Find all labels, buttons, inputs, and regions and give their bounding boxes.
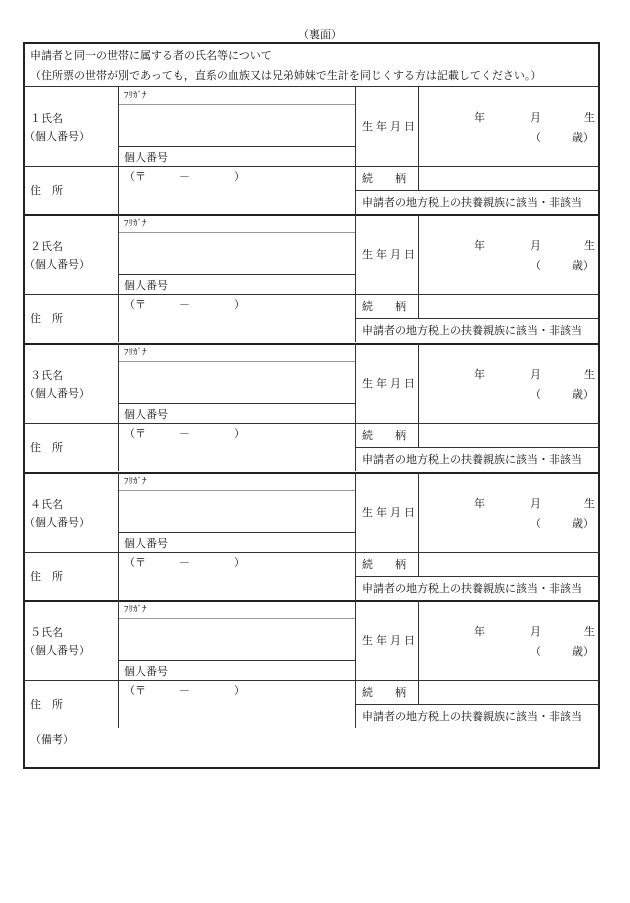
relation-value-divider — [418, 294, 419, 318]
postal-code-label: （〒 － ） — [124, 684, 245, 697]
born-label: 生 — [584, 625, 595, 638]
relation-value-divider — [418, 423, 419, 447]
name-label: ３氏名 — [30, 369, 63, 382]
relation-divider — [355, 576, 599, 577]
name-label: ２氏名 — [30, 240, 63, 253]
born-label: 生 — [584, 497, 595, 510]
dependent-status: 申請者の地方税上の扶養親族に該当・非該当 — [362, 582, 582, 595]
month-label: 月 — [530, 625, 541, 638]
name-sub-label: （個人番号） — [24, 258, 90, 271]
furigana-label: ﾌﾘｶﾞﾅ — [124, 219, 147, 229]
individual-number-label: 個人番号 — [124, 151, 168, 164]
age-open-paren: （ — [530, 131, 541, 144]
month-label: 月 — [530, 239, 541, 252]
block-divider — [24, 343, 599, 345]
birth-label-divider — [355, 214, 356, 342]
furigana-label: ﾌﾘｶﾞﾅ — [124, 348, 147, 358]
birth-value-divider — [418, 343, 419, 423]
age-label: 歳） — [572, 388, 594, 401]
year-label: 年 — [474, 111, 485, 124]
individual-number-label: 個人番号 — [124, 537, 168, 550]
block-divider — [24, 214, 599, 216]
number-divider — [118, 274, 355, 275]
relation-label: 続 柄 — [362, 172, 406, 185]
year-label: 年 — [474, 625, 485, 638]
name-sub-label: （個人番号） — [24, 387, 90, 400]
address-label: 住 所 — [30, 698, 63, 711]
born-label: 生 — [584, 111, 595, 124]
header-line-2: （住所票の世帯が別であっても，直系の血族又は兄弟姉妹で生計を同じくする方は記載してください。） — [30, 69, 542, 82]
age-open-paren: （ — [530, 517, 541, 530]
birth-date-label: 生年月日 — [362, 377, 418, 390]
furigana-divider — [118, 361, 355, 362]
dependent-status: 申請者の地方税上の扶養親族に該当・非該当 — [362, 196, 582, 209]
number-divider — [118, 146, 355, 147]
birth-value-divider — [418, 472, 419, 552]
furigana-divider — [118, 104, 355, 105]
age-open-paren: （ — [530, 259, 541, 272]
header-divider — [24, 86, 599, 87]
birth-date-label: 生年月日 — [362, 506, 418, 519]
postal-code-label: （〒 － ） — [124, 556, 245, 569]
relation-label: 続 柄 — [362, 300, 406, 313]
dependent-status: 申請者の地方税上の扶養親族に該当・非該当 — [362, 710, 582, 723]
age-open-paren: （ — [530, 645, 541, 658]
age-label: 歳） — [572, 259, 594, 272]
relation-divider — [355, 704, 599, 705]
individual-number-label: 個人番号 — [124, 279, 168, 292]
furigana-divider — [118, 490, 355, 491]
birth-label-divider — [355, 86, 356, 214]
furigana-label: ﾌﾘｶﾞﾅ — [124, 605, 147, 615]
relation-value-divider — [418, 166, 419, 190]
birth-label-divider — [355, 472, 356, 600]
number-divider — [118, 403, 355, 404]
address-label: 住 所 — [30, 184, 63, 197]
furigana-label: ﾌﾘｶﾞﾅ — [124, 477, 147, 487]
month-label: 月 — [530, 111, 541, 124]
birth-date-label: 生年月日 — [362, 248, 418, 261]
name-address-divider — [24, 680, 599, 681]
year-label: 年 — [474, 497, 485, 510]
year-label: 年 — [474, 239, 485, 252]
block-divider — [24, 472, 599, 474]
name-address-divider — [24, 552, 599, 553]
name-sub-label: （個人番号） — [24, 644, 90, 657]
furigana-divider — [118, 232, 355, 233]
relation-label: 続 柄 — [362, 558, 406, 571]
age-label: 歳） — [572, 517, 594, 530]
postal-code-label: （〒 － ） — [124, 298, 245, 311]
name-address-divider — [24, 294, 599, 295]
address-label: 住 所 — [30, 312, 63, 325]
number-divider — [118, 532, 355, 533]
name-sub-label: （個人番号） — [24, 516, 90, 529]
birth-date-label: 生年月日 — [362, 634, 418, 647]
relation-divider — [355, 190, 599, 191]
number-divider — [118, 660, 355, 661]
furigana-label: ﾌﾘｶﾞﾅ — [124, 91, 147, 101]
individual-number-label: 個人番号 — [124, 408, 168, 421]
relation-label: 続 柄 — [362, 429, 406, 442]
label-column-divider — [118, 600, 119, 728]
relation-divider — [355, 447, 599, 448]
address-label: 住 所 — [30, 570, 63, 583]
relation-label: 続 柄 — [362, 686, 406, 699]
birth-value-divider — [418, 86, 419, 166]
label-column-divider — [118, 472, 119, 600]
born-label: 生 — [584, 239, 595, 252]
relation-value-divider — [418, 680, 419, 704]
birth-value-divider — [418, 214, 419, 294]
name-label: ５氏名 — [30, 626, 63, 639]
birth-label-divider — [355, 600, 356, 728]
name-label: １氏名 — [30, 112, 63, 125]
relation-value-divider — [418, 552, 419, 576]
postal-code-label: （〒 － ） — [124, 427, 245, 440]
born-label: 生 — [584, 368, 595, 381]
postal-code-label: （〒 － ） — [124, 170, 245, 183]
age-label: 歳） — [572, 131, 594, 144]
page-label: （裏面） — [298, 28, 342, 41]
label-column-divider — [118, 343, 119, 471]
name-address-divider — [24, 423, 599, 424]
year-label: 年 — [474, 368, 485, 381]
header-line-1: 申請者と同一の世帯に属する者の氏名等について — [30, 49, 272, 62]
birth-value-divider — [418, 600, 419, 680]
month-label: 月 — [530, 368, 541, 381]
age-label: 歳） — [572, 645, 594, 658]
birth-label-divider — [355, 343, 356, 471]
name-sub-label: （個人番号） — [24, 130, 90, 143]
block-divider — [24, 600, 599, 602]
label-column-divider — [118, 86, 119, 214]
age-open-paren: （ — [530, 388, 541, 401]
remarks-label: （備考） — [30, 733, 74, 746]
dependent-status: 申請者の地方税上の扶養親族に該当・非該当 — [362, 324, 582, 337]
label-column-divider — [118, 214, 119, 342]
individual-number-label: 個人番号 — [124, 665, 168, 678]
dependent-status: 申請者の地方税上の扶養親族に該当・非該当 — [362, 453, 582, 466]
furigana-divider — [118, 618, 355, 619]
name-address-divider — [24, 166, 599, 167]
name-label: ４氏名 — [30, 498, 63, 511]
birth-date-label: 生年月日 — [362, 120, 418, 133]
relation-divider — [355, 318, 599, 319]
address-label: 住 所 — [30, 441, 63, 454]
month-label: 月 — [530, 497, 541, 510]
